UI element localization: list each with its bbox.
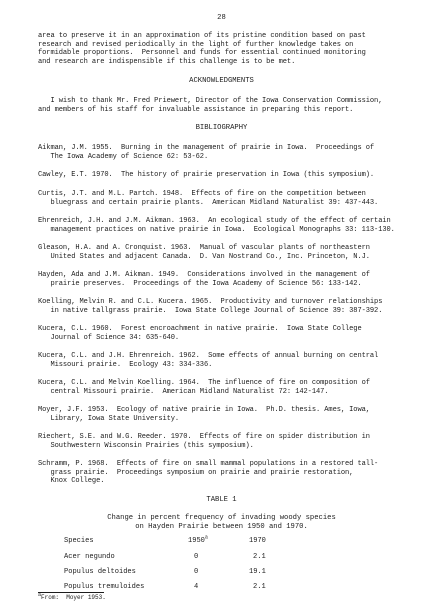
text-line: Schramm, P. 1968. Effects of fire on small mammal populations in a restored tall- [38,460,379,468]
text-line: Hayden, Ada and J.M. Aikman. 1949. Considerations involved in the management of [38,271,370,279]
text-line: Journal of Science 34: 635-640. [38,333,180,342]
bibliography-heading: BIBLIOGRAPHY [195,124,248,132]
value-1970-cell: 2.1 [253,583,266,591]
text-line: grass prairie. Proceedings symposium on prairie and prairie restoration, [38,468,354,477]
text-line: prairie preserves. Proceedings of the Iowa Academy of Science 56: 133-142. [38,279,362,288]
text-line: Cawley, E.T. 1970. The history of prairie preservation in Iowa (this symposium). [38,171,375,179]
text-line: Kucera, C.L. and Melvin Koelling. 1964. The influence of fire on composition of [38,379,370,387]
text-line: Missouri prairie. Ecology 43: 334-336. [38,360,213,369]
value-1950-cell: 0 [194,568,199,576]
text-line: bluegrass and certain prairie plants. American Midland Naturalist 39: 437-443. [38,198,379,207]
text-line: Moyer, J.F. 1953. Ecology of native prairie in Iowa. Ph.D. thesis. Ames, Iowa, [38,406,370,414]
species-cell: Acer negundo [64,553,115,561]
text-line: Gleason, H.A. and A. Cronquist. 1963. Manual of vascular plants of northeastern [38,244,370,252]
column-header-species: Species [64,537,94,545]
text-line: management practices on native prairie in Iowa. Ecological Monographs 33: 113-130. [38,225,395,234]
column-header-1970: 1970 [249,537,266,545]
text-line: and research are indispensible if this challenge is to be met. [38,57,296,66]
text-line: United States and adjacent Canada. D. Van Nostrand Co., Inc. Princeton, N.J. [38,252,370,261]
text-line: Library, Iowa State University. [38,414,180,423]
acknowledgments-heading: ACKNOWLEDGMENTS [189,77,254,85]
text-line: in native tallgrass prairie. Iowa State College Journal of Science 39: 387-392. [38,306,383,315]
text-line: Ehrenreich, J.H. and J.M. Aikman. 1963. An ecological study of the effect of certain [38,217,391,225]
text-line: Aikman, J.M. 1955. Burning in the management of prairie in Iowa. Proceedings of [38,144,375,152]
text-line: I wish to thank Mr. Fred Priewert, Director of the Iowa Conservation Commission, [38,97,383,105]
species-cell: Populus tremuloides [64,583,145,591]
text-line: Knox College. [38,477,105,485]
value-1950-cell: 4 [194,583,199,591]
table-footnote: $^a$From: Moyer 1953. [38,592,106,601]
text-line: The Iowa Academy of Science 62: 53-62. [38,152,209,161]
page-number: 28 [217,14,226,22]
text-line: Southwestern Wisconsin Prairies (this symposium). [38,441,254,450]
value-1970-cell: 2.1 [253,553,266,561]
text-line: Riechert, S.E. and W.G. Reeder. 1970. Effects of fire on spider distribution in [38,433,370,441]
text-line: area to preserve it in an approximation of its pristine condition based on past [38,32,366,40]
text-line: research and revised periodically in the light of further knowledge takes on [38,40,354,49]
value-1970-cell: 19.1 [249,568,266,576]
text-line: Curtis, J.T. and M.L. Partch. 1948. Effects of fire on the competition between [38,190,366,198]
text-line: Kucera, C.L. and J.H. Ehrenreich. 1962. Some effects of annual burning on central [38,352,379,360]
footnote-divider [38,592,104,593]
table-heading: TABLE 1 [206,496,237,504]
species-cell: Populus deltoides [64,568,136,576]
footnote-marker: a [204,534,208,541]
text-line: central Missouri prairie. American Midland Naturalist 72: 142-147. [38,387,329,396]
value-1950-cell: 0 [194,553,199,561]
table-caption-line: on Hayden Prairie between 1950 and 1970. [135,522,308,531]
text-line: and members of his staff for invaluable assistance in preparing this report. [38,105,354,114]
text-line: Koelling, Melvin R. and C.L. Kucera. 1965. Productivity and turnover relationships [38,298,383,306]
text-line: formidable proportions. Personnel and funds for essential continued monitoring [38,49,366,57]
text-line: Kucera, C.L. 1960. Forest encroachment in native prairie. Iowa State College [38,325,362,333]
column-header-1950: 1950$^a$ [188,534,208,545]
table-caption-line: Change in percent frequency of invading woody species [107,514,336,522]
